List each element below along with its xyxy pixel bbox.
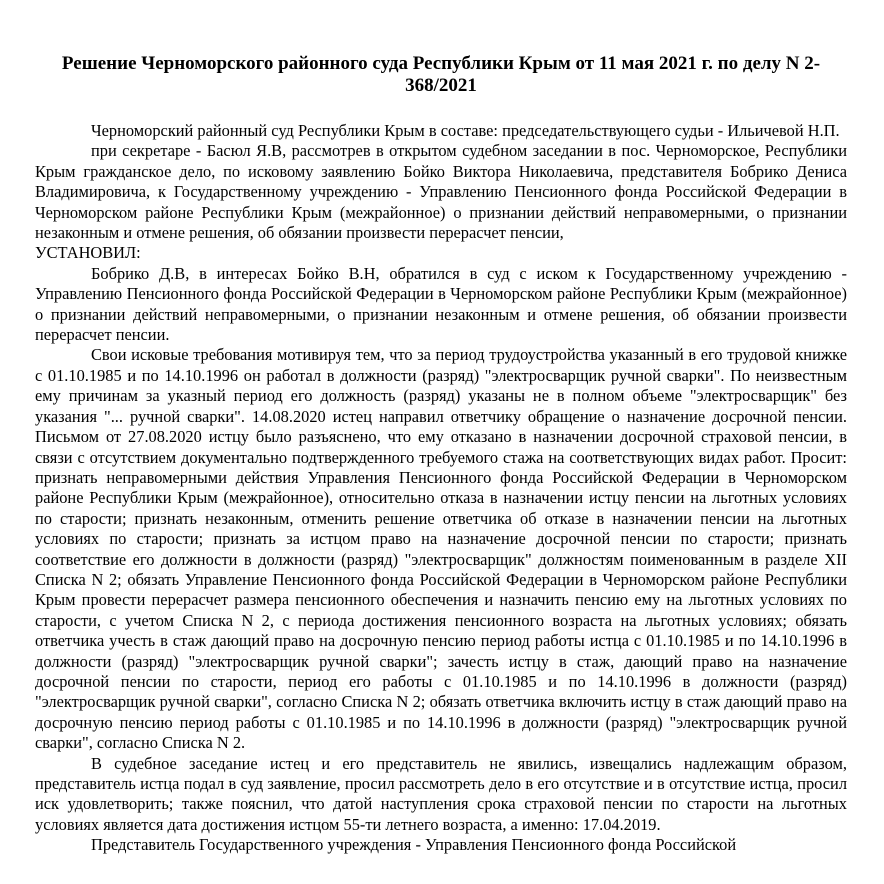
paragraph-claim-grounds: Свои исковые требования мотивируя тем, что за период трудоустройства указанный в его трудовой книжке с 01.10.1985 и по 14.10.1996 он работал в должности (разряд) "электросварщик ручной сварки". По неизвестным ему причинам за указный период его должность (разряд) указаны не в полном объеме "электросварщик" без указания "... ручной сварки". 14.08.2020 истец направил ответчику обращение о назначение досрочной пенсии. Письмом от 27.08.2020 истцу было разъяснено, что ему отказано в назначении досрочной страховой пенсии, в связи с отсутствием документально подтвержденного требуемого стажа на соответствующих видах работ. Просит: признать неправомерными действия Управления Пенсионного фонда Российской Федерации в Черноморском районе Республики Крым (межрайонное), относительно отказа в назначении истцу пенсии на льготных условиях по старости; признать незаконным, отменить решение ответчика об отказе в назначении пенсии на льготных условиях по старости; признать за истцом право на назначение досрочной пенсии по старости; признать соответствие его должности в должности (разряд) "электросварщик" должностям поименованным в разделе XII Списка N 2; обязать Управление Пенсионного фонда Российской Федерации в Черноморском районе Республики Крым провести перерасчет размера пенсионного обеспечения и назначить пенсию ему на льготных условиях по старости, с учетом Списка N 2, с периода достижения пенсионного возраста на льготных условиях; обязать ответчика учесть в стаж дающий право на досрочную пенсию период работы истца с 01.10.1985 и по 14.10.1996 в должности (разряд) "электросварщик ручной сварки"; зачесть истцу в стаж, дающий право на назначение досрочной пенсии по старости, период его работы с 01.10.1985 и по 14.10.1996 в должности (разряд) "электросварщик ручной сварки", согласно Списка N 2; обязать ответчика включить истцу в стаж дающий право на досрочную пенсию период работы с 01.10.1985 и по 14.10.1996 в должности (разряд) "электросварщик ручной сварки", согласно Списка N 2. xyxy=(35,345,847,753)
paragraph-court-composition: Черноморский районный суд Республики Крым в составе: председательствующего судьи - Ильичевой Н.П. xyxy=(91,121,840,140)
paragraph-claim-filed: Бобрико Д.В, в интересах Бойко В.Н, обратился в суд с иском к Государственному учреждению - Управлению Пенсионного фонда Российской Федерации в Черноморском районе Республики Крым (межрайонное) о признании действий неправомерными, о признании незаконным и отмене решения, об обязании произвести перерасчет пенсии. xyxy=(35,263,847,345)
paragraph-defendant-representative: Представитель Государственного учреждения - Управления Пенсионного фонда Российской xyxy=(91,835,737,855)
document-title: Решение Черноморского районного суда Республики Крым от 11 мая 2021 г. по делу N 2-368/2021 xyxy=(61,53,821,96)
document-page xyxy=(35,53,847,856)
paragraph-established-heading: УСТАНОВИЛ: xyxy=(35,243,141,263)
paragraph-case-description: при секретаре - Басюл Я.В, рассмотрев в открытом судебном заседании в пос. Черноморское, Республики Крым гражданское дело, по исковому заявлению Бойко Виктора Николаевича, представителя Бобрико Дениса Владимировича, к Государственному учреждению - Управлению Пенсионного фонда Российской Федерации в Черноморском районе Республики Крым (межрайонное) о признании действий неправомерными, о признании незаконным и отмене решения, об обязании произвести перерасчет пенсии, xyxy=(35,141,847,243)
paragraph-hearing-absence: В судебное заседание истец и его представитель не явились, извещались надлежащим образом, представитель истца подал в суд заявление, просил рассмотреть дело в его отсутствие и в отсутствие истца, просил иск удовлетворить; также пояснил, что датой наступления срока страховой пенсии по старости на льготных условиях является дата достижения истцом 55-ти летнего возраста, а именно: 17.04.2019. xyxy=(35,753,847,834)
document-body xyxy=(35,121,847,856)
